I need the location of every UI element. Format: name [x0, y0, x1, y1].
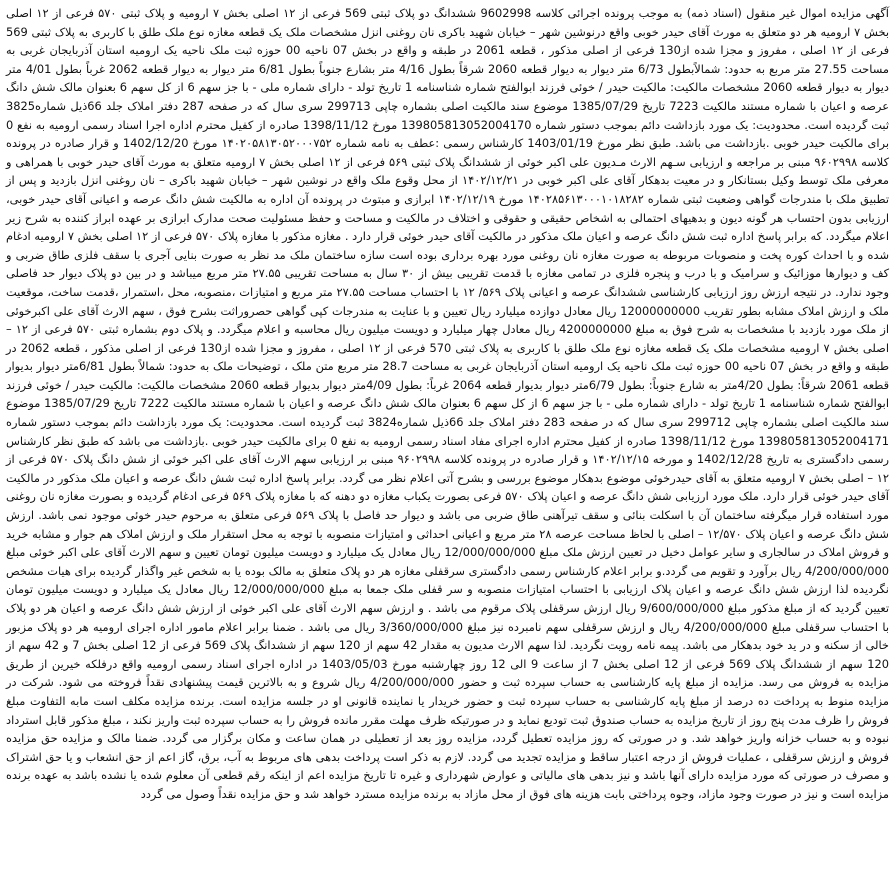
- auction-notice-text: آگهی مزایده اموال غیر منقول (اسناد ذمه) به موجب پرونده اجرائی کلاسه 9602998 ششدانگ دو پلاک ثبتی 569 فرعی از ۱۲ اصلی بخش ۷ ارومیه و پلاک ثبتی ۵۷۰ فرعی از ۱۲ اصلی بخش ۷ ارومیه هر دو متعلق به مورث آقای حیدر خوبی واقع درنوشین شهر – خیابان شهید باکری نان روغنی انزل مشخصات ملک یک قطعه مغازه نوع ملک طلق با کاربری به پلاک ثبتی 569 فرعی از ۱۲ اصلی ، مفروز و مجزا شده از130 فرعی از اصلی مذکور ، قطعه 2061 در طبقه و واقع در بخش 07 ناحیه 00 حوزه ثبت ملک ناحیه یک ارومیه استان آذربایجان غربی به مساحت 27.55 متر مربع به حدود: شمالاًبطول 6/73 متر دیوار به دیوار قطعه 2060 شرقاً بطول 4/16 متر بشارع جنوباً بطول 6/81 متر دیوار به دیوار قطعه 2062 غرباً بطول 4/01 متر دیوار به دیوار قطعه 2060 مشخصات مالکیت: مالکیت حیدر / خوئی فرزند ابوالفتح شماره شناسنامه 1 تاریخ تولد - دارای شماره ملی - با جز سهم 6 از کل سهم 6 بعنوان مالک شش دانگ عرصه و اعیان با شماره مستند مالکیت 7223 تاریخ 1385/07/29 موضوع سند مالکیت اصلی بشماره چاپی 299713 سری سال که در صفحه 287 دفتر املاک جلد 66ذیل شماره3825 ثبت گردیده است. محدودیت: یک مورد بازداشت دائم بموجب دستور شماره 139805813052004170 مورخ 1398/11/12 صادره از کفیل محترم اداره اجرا اسناد رسمی ارومیه به نفع 0 برای مالکیت حیدر خوبی .بازداشت می باشد. طبق نظر مورخ 1403/01/19 کارشناس رسمی :عطف به نامه شماره ۱۴۰۲۰۵۸۱۳۰۵۲۰۰۰۷۵۲ مورخ 1402/12/20 و قرار صادره در پرونده کلاسه ۹۶۰۲۹۹۸ مبنی بر مراجعه و ارزیابی سـهم الارث مـدیون علی اکبر خوئی از ششدانگ پلاک ثبتی ۵۶۹ فرعی از ۱۲ اصلی بخش ۷ ارومیه متعلق به مورث آقای حیدر خوبی با همراهی و معرفی ملک توسط وکیل بستانکار و در معیت بدهکار آقای علی اکبر خوبی در ۱۴۰۲/۱۲/۲۱ از محل وقوع ملک واقع در نوشین شهر – خیابان شهید باکری – نان روغنی انزل بازدید و پس از تطبیق ملک با مندرجات گواهی وضعیت ثبتی شماره ۱۴۰۲۸۵۶۱۳۰۰۰۱۰۱۸۲۸۲ مورخ ۱۴۰۲/۱۲/۱۹ ابرازی و مبتوث در پرونده آن اداره به مالکیت شش دانگ عرصه و اعیانی آقای حیدر خوبی، ارزیابی بدون احتساب هر گونه دیون و بدهیهای احتمالی به اشخاص حقیقی و حقوقی و اختلاف در مالکیت و مساحت و حفظ مسئولیت صحت مدارک ابرازی بر عهده ابراز کننده به شرح زیر اعلام میگردد. که برابر پاسخ اداره ثبت شش دانگ عرصه و اعیان ملک مذکور در مالکیت آقای حیدر خوئی قرار دارد . مغازه مذکور با مغازه پلاک ۵۷۰ فرعی از ۱۲ اصلی بخش ۷ ارومیه ادغام شده و با احداث کوره پخت و منصوبات مربوطه به صورت مغازه نان روغنی مورد بهره برداری بوده است سازه ساختمان ملک مد نظر به صورت بنایی آجری با سقف فلزی طاق ضربی و کف و دیوارها موزائیک و سرامیک و با درب و پنجره فلزی در تمامی مغازه با قدمت تقریبی بیش از ۳۰ سال به مساحت تقریبی ۲۷.۵۵ متر مربع میباشد و در بین دو پلاک دیوار حد فاصلی وجود ندارد. در نتیجه ارزش روز ارزیابی کارشناسی ششدانگ عرصه و اعیانی پلاک ۵۶۹/ ۱۲ با احتساب مساحت ۲۷.۵۵ متر مربع و امتیازات ،منصوبه، محل ،استمرار ،قدمت ساخت، موقعیت ملک و ارزش املاک مشابه بطور تقریب 12000000000 ریال معادل دوازده میلیارد ریال تعیین و با عنایت به مندرجات کپی گواهی حصروراثت بشرح فوق ، سهم الارث آقای علی اکبرخوئی از ملک مورد بازدید با مشخصات به شرح فوق به مبلغ 4200000000 ریال معادل چهار میلیارد و دویست میلیون ریال محاسبه و اعلام میگردد. و پلاک دوم بشماره ثبتی ۵۷۰ فرعی از ۱۲ – اصلی بخش ۷ ارومیه مشخصات ملک یک قطعه مغازه نوع ملک طلق با کاربری به پلاک ثبتی 570 فرعی از ۱۲ اصلی ، مفروز و مجزا شده از130 فرعی از اصلی مذکور ، قطعه 2062 در طبقه و واقع در بخش 07 ناحیه 00 حوزه ثبت ملک ناحیه یک ارومیه استان آذربایجان غربی به مساحت 28.7 متر مربع متن ملک ، توضیحات ملک به حدود: شمالاً بطول 6/81متر دیوار بدیوار قطعه 2061 شرقاً: بطول 4/20متر به شارع جنوباً: بطول 6/79متر دیوار بدیوار قطعه 2064 غرباً: بطول 4/09متر دیوار بدیوار قطعه 2060 مشخصات مالکیت: مالکیت حیدر / خوئی فرزند ابوالفتح شماره شناسنامه 1 تاریخ تولد - دارای شماره ملی - با جز سهم 6 از کل سهم 6 بعنوان مالک شش دانگ عرصه و اعیان با شماره مستند مالکیت 7222 تاریخ 1385/07/29 موضوع سند مالکیت اصلی بشماره چاپی 299712 سری سال که در صفحه 283 دفتر املاک جلد 66ذیل شماره3824 ثبت گردیده است. محدودیت: یک مورد بازداشت دائم بموجب دستور شماره 139805813052004171 مورخ 1398/11/12 صادره از کفیل محترم اداره اجرای مفاد اسناد رسمی ارومیه به نفع 0 برای مالکیت حیدر خوبی .بازداشت می باشد که طبق نظر کارشناس رسمی دادگستری به تاریخ 1402/12/28 و مورخه ۱۴۰۲/۱۲/۱۵ و قرار صادره در پرونده کلاسه ۹۶۰۲۹۹۸ مبنی بر ارزیابی سهم الارث آقای علی اکبر خوئی از شش دانگ پلاک ۵۷۰ فرعی از ۱۲ – اصلی بخش ۷ ارومیه متعلق به آقای حیدرخوئی موضوع بدهکار موضوع بررسی و بشرح آتی اعلام نظر می گردد. برابر پاسخ اداره ثبت شش دانگ عرصه و اعیان ملک مذکور در مالکیت آقای حیدر خوئی قرار دارد. ملک مورد ارزیابی شش دانگ عرصه و اعیان پلاک ۵۷۰ فرعی بصورت یکباب مغازه دو دهنه که با مغازه پلاک ۵۶۹ فرعی ادغام گردیده و بصورت مغازه نان روغنی مورد استفاده قرار میگرفته ساختمان آن با اسکلت بنائی و سقف تیرآهنی طاق ضربی می باشد و دیوار حد فاصل با پلاک ۵۶۹ فرعی متعلق به مرحوم حیدر خوئی موجود نمی باشد. ارزش شش دانگ عرصه و اعیان پلاک ۱۲/۵۷۰ – اصلی با لحاظ مساحت عرصه ۲۸ متر مربع و اعیانی احداثی و امتیازات منصوبه با توجه به محل استقرار ملک و ارزش املاک هم جوار و مشابه خرید و فروش املاک در سالجاری و سایر عوامل دخیل در تعیین ارزش ملک مبلغ 12/000/000/000 ریال معادل یک میلیارد و دویست میلیون تومان تعیین و سهم الارث آقای علی اکبر خوئی مبلغ 4/200/000/000 ریال برآورد و تقویم می گردد.و برابر اعلام کارشناس رسمی دادگستری سرقفلی مغازه هر دو پلاک متعلق به مالک بوده یا به شخص غیر واگذار گردیده برای هیات مشخص نگردیده لذا ارزش شش دانگ عرصه و اعیان پلاک ارزیابی با احتساب امتیازات منصوبه و سر قفلی ملک جمعا به مبلغ 12/000/000/000 ریال معادل یک میلیارد و دویست میلیون تومان تعیین گردید که از مبلغ مذکور مبلغ 9/600/000/000 ریال ارزش سرقفلی پلاک مرقوم می باشد . و ارزش سهم الارث آقای علی اکبر خوئی از ارزش شش دانگ عرصه و اعیان هر دو پلاک با احتساب سرقفلی مبلغ 4/200/000/000 ریال و ارزش سرقفلی سهم نامبرده نیز مبلغ 3/360/000/000 ریال می باشد . ضمنا برابر اعلام مامور اداره اجرای ارومیه هر دو پلاک مزبور خالی از سکنه و در ید خود بدهکار می باشد. پیمه نامه رویت نگردید. لذا سهم الارث مدیون به مقدار 42 سهم از 120 سهم از ششدانگ پلاک 569 فرعی از 12 اصلی بخش 7 و 42 سهم از 120 سهم از ششدانگ پلاک 569 فرعی از 12 اصلی بخش 7 از ساعت 9 الی 12 روز چهارشنبه مورخ 1403/05/03 در اداره اجرای اسناد رسمی ارومیه واقع درفلکه خیرین از طریق مزایده به فروش می رسد. مزایده از مبلغ پایه کارشناسی به حساب سپرده ثبت و حضور 4/200/000/000 ریال شروع و به بالاترین قیمت پیشنهادی نقداً فروخته می شود. شرکت در مزایده منوط به پرداخت ده درصد از مبلغ پایه کارشناسی به حساب سپرده ثبت و حضور خریدار یا نماینده قانونی او در جلسه مزایده است. برنده مزایده مکلف است مابه التفاوت مبلغ فروش را ظرف مدت پنج روز از تاریخ مزایده به حساب صندوق ثبت تودیع نماید و در صورتیکه ظرف مهلت مقرر مانده فروش را به حساب سپرده ثبت واریز نکند ، مبلغ مذکور قابل استرداد نبوده و به حساب خزانه واریز خواهد شد. و در صورتی که روز مزایده تعطیل گردد، مزایده روز بعد از تعطیلی در همان ساعت و مکان برگزار می گردد. ضمنا مالک و مزایده حق مزایده فروش و ارزش سرقفلی ، عملیات فروش از درجه اعتبار ساقط و مزایده تجدید می گردد. لازم به ذکر است پرداخت بدهی های مربوط به آب، برق، گاز اعم از حق انشعاب و یا حق اشتراک و مصرف در صورتی که مورد مزایده دارای آنها باشد و نیز بدهی های مالیاتی و عوارض شهرداری و غیره تا تاریخ مزایده اعم از اینکه رقم قطعی آن معلوم شده یا نشده باشد به عهده برنده مزایده است و نیز در صورت وجود مازاد، وجوه پرداختی بابت هزینه های فوق از محل مازاد به برنده مزایده مسترد خواهد شد و حق مزایده نقداً وصول می گردد: [6, 6, 890, 801]
